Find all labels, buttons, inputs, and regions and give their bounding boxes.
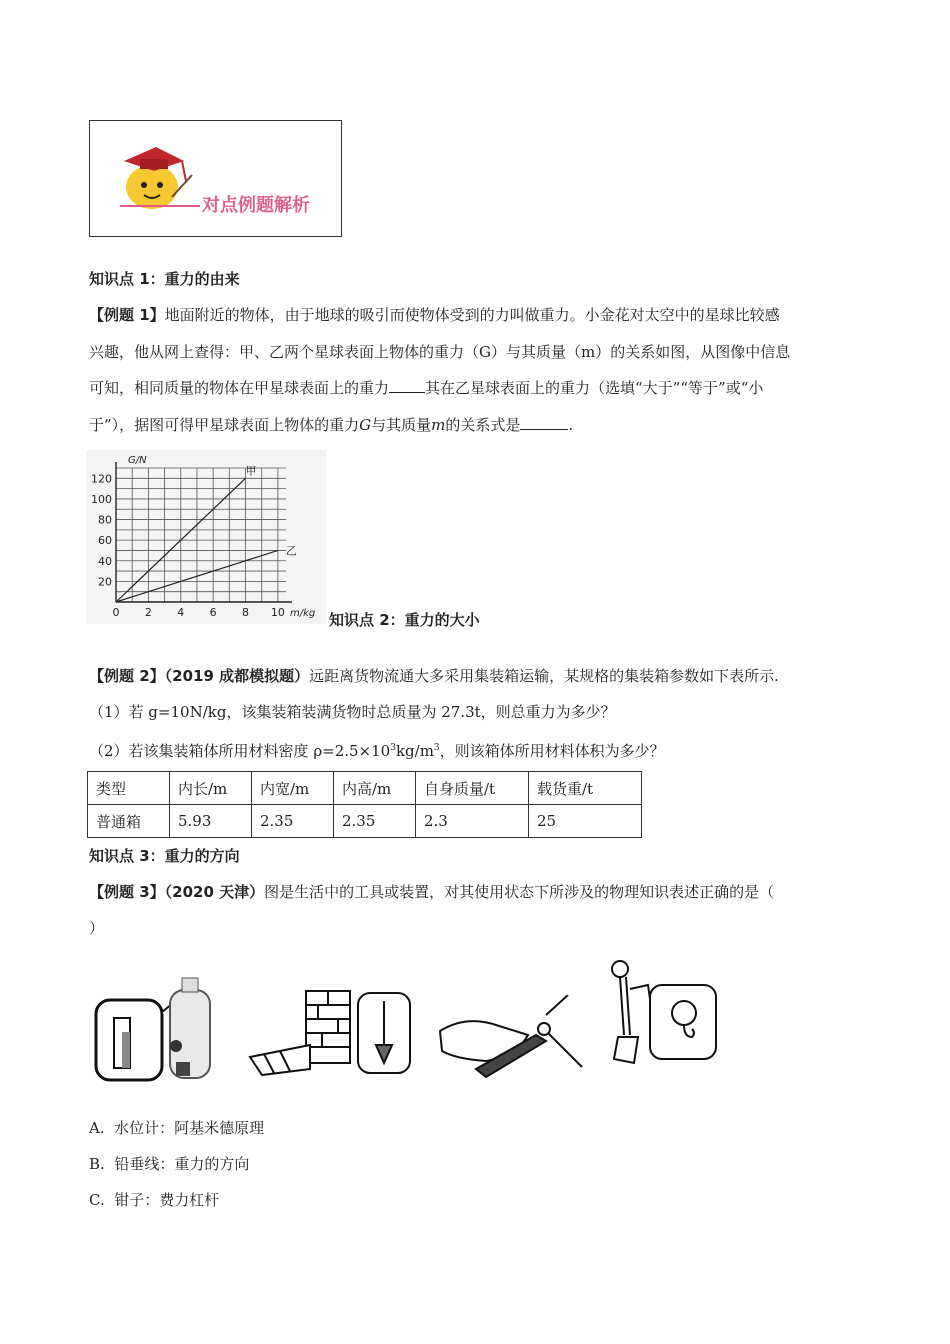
section2-heading: 知识点 2：重力的大小: [329, 611, 480, 629]
table-header-cell: 载货重/t: [529, 772, 642, 805]
example2-q2: [89, 737, 665, 762]
example3-line2: ）: [89, 919, 105, 937]
pulley-hook-illustration: [604, 955, 722, 1067]
choice-text: 钳子：费力杠杆: [114, 1191, 220, 1209]
x-tick-label: 8: [242, 606, 250, 619]
example1-text3b: 其在乙星球表面上的重力（选填“大于”“等于”或“小: [425, 379, 764, 397]
x-axis-label: m/kg: [290, 608, 316, 619]
example2-line1: [89, 665, 779, 687]
example1-text1: 地面附近的物体，由于地球的吸引而使物体受到的力叫做重力。小金花对太空中的星球比较感: [164, 306, 780, 324]
example2-q2c: ，则该箱体所用材料体积为多少？: [439, 742, 665, 760]
example3-tag: 【例题 3】: [89, 883, 165, 901]
chart-background: [86, 450, 326, 624]
x-tick-label: 10: [270, 606, 285, 619]
example1-text4end: .: [568, 416, 574, 434]
gravity-mass-chart: [86, 450, 326, 624]
choice-label: A.: [89, 1119, 105, 1137]
section3-heading: 知识点 3：重力的方向: [89, 847, 240, 865]
example1-line3: [89, 377, 763, 399]
container-spec-table: [87, 771, 642, 838]
table-row: [88, 805, 642, 838]
answer-blank-1[interactable]: [389, 378, 425, 393]
choice-c[interactable]: [89, 1189, 219, 1211]
example3-line1: [89, 881, 774, 903]
choice-a[interactable]: [89, 1117, 264, 1139]
plumb-line-illustration: [244, 985, 416, 1077]
example1-line4: [89, 414, 573, 436]
table-header-cell: 类型: [88, 772, 170, 805]
x-tick-label: 6: [209, 606, 217, 619]
symbol-G: G: [359, 416, 372, 434]
example1-text4a: 于”），据图可得甲星球表面上物体的重力: [89, 416, 360, 434]
x-tick-label: 2: [144, 606, 152, 619]
example3-source: （2020 天津）: [164, 883, 265, 901]
x-tick-label: 4: [177, 606, 185, 619]
pliers-illustration: [436, 995, 584, 1081]
table-cell: 普通箱: [88, 805, 170, 838]
example1-text4c: 的关系式是: [445, 416, 521, 434]
section-banner: [89, 120, 342, 237]
table-cell: 2.35: [252, 805, 334, 838]
choice-label: B.: [89, 1155, 105, 1173]
exp-1: 3: [390, 743, 396, 753]
y-tick-label: 100: [91, 492, 112, 506]
example2-q2b: kg/m: [395, 742, 434, 760]
table-cell: 5.93: [170, 805, 252, 838]
mascot-icon: [110, 135, 200, 215]
example2-q2a: （2）若该集装箱体所用材料密度 ρ=2.5×10: [89, 742, 391, 760]
water-level-gauge-illustration: [92, 972, 222, 1084]
choice-text: 铅垂线：重力的方向: [114, 1155, 250, 1173]
table-cell: 2.3: [416, 805, 529, 838]
y-tick-label: 80: [98, 513, 112, 527]
symbol-m: m: [431, 416, 446, 434]
choice-b[interactable]: [89, 1153, 249, 1175]
x-tick-label: 0: [112, 606, 120, 619]
example3-question1: 图是生活中的工具或装置，对其使用状态下所涉及的物理知识表述正确的是（: [264, 883, 775, 901]
table-header-cell: 内长/m: [170, 772, 252, 805]
table-header-cell: 内高/m: [334, 772, 416, 805]
example1-tag: 【例题 1】: [89, 306, 165, 324]
example1-text3a: 可知，相同质量的物体在甲星球表面上的重力: [89, 379, 390, 397]
table-header-row: [88, 772, 642, 805]
table-header-cell: 自身质量/t: [416, 772, 529, 805]
y-axis-label: G/N: [128, 455, 147, 466]
table-cell: 2.35: [334, 805, 416, 838]
example1-text4b: 与其质量: [371, 416, 432, 434]
y-tick-label: 120: [91, 472, 112, 486]
exp-2: 3: [433, 743, 440, 753]
table-header-cell: 内宽/m: [252, 772, 334, 805]
series-label: 甲: [245, 464, 257, 478]
choice-text: 水位计：阿基米德原理: [114, 1119, 265, 1137]
banner-title: 对点例题解析: [202, 195, 310, 216]
series-label: 乙: [285, 544, 297, 558]
section1-heading: 知识点 1：重力的由来: [89, 270, 240, 288]
example2-tag: 【例题 2】: [89, 667, 165, 685]
y-tick-label: 40: [98, 554, 112, 568]
example1-line2: 兴趣，他从网上查得：甲、乙两个星球表面上物体的重力（G）与其质量（m）的关系如图，从图像中信息: [89, 343, 791, 361]
table-cell: 25: [529, 805, 642, 838]
answer-blank-2[interactable]: [520, 415, 568, 430]
choice-label: C.: [89, 1191, 105, 1209]
y-tick-label: 20: [98, 575, 112, 589]
example2-source: （2019 成都模拟题）: [164, 667, 310, 685]
example1-line1: [89, 304, 780, 326]
example2-intro: 远距离货物流通大多采用集装箱运输，某规格的集装箱参数如下表所示.: [309, 667, 779, 685]
example2-q1: （1）若 g=10N/kg，该集装箱装满货物时总质量为 27.3t，则总重力为多少？: [89, 703, 616, 721]
banner-underline: [120, 205, 200, 207]
y-tick-label: 60: [98, 534, 112, 548]
